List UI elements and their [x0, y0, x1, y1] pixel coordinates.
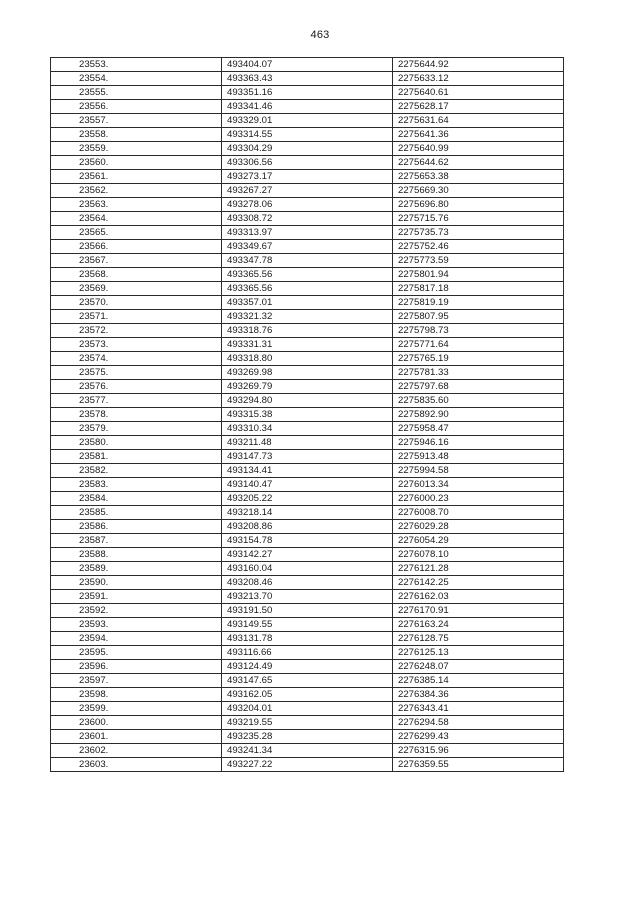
- y-coordinate-cell: 2276142.25: [393, 576, 564, 590]
- x-coordinate-cell: 493140.47: [222, 478, 393, 492]
- y-coordinate-cell: 2275946.16: [393, 436, 564, 450]
- table-row: [51, 254, 564, 268]
- y-coordinate-cell: 2275644.92: [393, 58, 564, 72]
- y-coordinate-cell: 2275819.19: [393, 296, 564, 310]
- point-number-cell: 23585.: [51, 506, 222, 520]
- table-row: [51, 730, 564, 744]
- table-row: [51, 72, 564, 86]
- x-coordinate-cell: 493306.56: [222, 156, 393, 170]
- point-number-cell: 23564.: [51, 212, 222, 226]
- table-row: [51, 758, 564, 772]
- table-row: [51, 576, 564, 590]
- y-coordinate-cell: 2276299.43: [393, 730, 564, 744]
- y-coordinate-cell: 2275797.68: [393, 380, 564, 394]
- x-coordinate-cell: 493349.67: [222, 240, 393, 254]
- table-row: [51, 702, 564, 716]
- y-coordinate-cell: 2276385.14: [393, 674, 564, 688]
- point-number-cell: 23576.: [51, 380, 222, 394]
- table-row: [51, 310, 564, 324]
- y-coordinate-cell: 2275958.47: [393, 422, 564, 436]
- y-coordinate-cell: 2275640.99: [393, 142, 564, 156]
- table-row: [51, 450, 564, 464]
- y-coordinate-cell: 2275715.76: [393, 212, 564, 226]
- x-coordinate-cell: 493147.65: [222, 674, 393, 688]
- y-coordinate-cell: 2275913.48: [393, 450, 564, 464]
- y-coordinate-cell: 2276343.41: [393, 702, 564, 716]
- x-coordinate-cell: 493124.49: [222, 660, 393, 674]
- point-number-cell: 23592.: [51, 604, 222, 618]
- point-number-cell: 23578.: [51, 408, 222, 422]
- y-coordinate-cell: 2275696.80: [393, 198, 564, 212]
- y-coordinate-cell: 2276054.29: [393, 534, 564, 548]
- point-number-cell: 23596.: [51, 660, 222, 674]
- table-row: [51, 100, 564, 114]
- y-coordinate-cell: 2275752.46: [393, 240, 564, 254]
- y-coordinate-cell: 2276000.23: [393, 492, 564, 506]
- point-number-cell: 23566.: [51, 240, 222, 254]
- table-row: [51, 366, 564, 380]
- table-row: [51, 660, 564, 674]
- x-coordinate-cell: 493267.27: [222, 184, 393, 198]
- point-number-cell: 23567.: [51, 254, 222, 268]
- y-coordinate-cell: 2275781.33: [393, 366, 564, 380]
- point-number-cell: 23593.: [51, 618, 222, 632]
- point-number-cell: 23599.: [51, 702, 222, 716]
- x-coordinate-cell: 493314.55: [222, 128, 393, 142]
- y-coordinate-cell: 2276294.58: [393, 716, 564, 730]
- x-coordinate-cell: 493347.78: [222, 254, 393, 268]
- table-row: [51, 632, 564, 646]
- y-coordinate-cell: 2275801.94: [393, 268, 564, 282]
- x-coordinate-cell: 493213.70: [222, 590, 393, 604]
- y-coordinate-cell: 2276162.03: [393, 590, 564, 604]
- y-coordinate-cell: 2275773.59: [393, 254, 564, 268]
- x-coordinate-cell: 493235.28: [222, 730, 393, 744]
- x-coordinate-cell: 493404.07: [222, 58, 393, 72]
- x-coordinate-cell: 493149.55: [222, 618, 393, 632]
- table-row: [51, 604, 564, 618]
- y-coordinate-cell: 2275835.60: [393, 394, 564, 408]
- x-coordinate-cell: 493218.14: [222, 506, 393, 520]
- x-coordinate-cell: 493147.73: [222, 450, 393, 464]
- x-coordinate-cell: 493154.78: [222, 534, 393, 548]
- point-number-cell: 23574.: [51, 352, 222, 366]
- y-coordinate-cell: 2275641.36: [393, 128, 564, 142]
- y-coordinate-cell: 2275633.12: [393, 72, 564, 86]
- table-row: [51, 114, 564, 128]
- coordinates-table: [50, 57, 564, 772]
- table-row: [51, 744, 564, 758]
- table-row: [51, 156, 564, 170]
- x-coordinate-cell: 493241.34: [222, 744, 393, 758]
- point-number-cell: 23581.: [51, 450, 222, 464]
- table-row: [51, 590, 564, 604]
- table-row: [51, 646, 564, 660]
- table-row: [51, 352, 564, 366]
- point-number-cell: 23580.: [51, 436, 222, 450]
- table-row: [51, 674, 564, 688]
- y-coordinate-cell: 2276013.34: [393, 478, 564, 492]
- y-coordinate-cell: 2275735.73: [393, 226, 564, 240]
- x-coordinate-cell: 493318.76: [222, 324, 393, 338]
- y-coordinate-cell: 2276359.55: [393, 758, 564, 772]
- y-coordinate-cell: 2275994.58: [393, 464, 564, 478]
- x-coordinate-cell: 493208.86: [222, 520, 393, 534]
- table-row: [51, 562, 564, 576]
- table-row: [51, 618, 564, 632]
- x-coordinate-cell: 493329.01: [222, 114, 393, 128]
- point-number-cell: 23555.: [51, 86, 222, 100]
- point-number-cell: 23591.: [51, 590, 222, 604]
- point-number-cell: 23594.: [51, 632, 222, 646]
- coordinates-table-body: [51, 58, 564, 772]
- point-number-cell: 23553.: [51, 58, 222, 72]
- table-row: [51, 534, 564, 548]
- table-row: [51, 212, 564, 226]
- y-coordinate-cell: 2276078.10: [393, 548, 564, 562]
- x-coordinate-cell: 493308.72: [222, 212, 393, 226]
- point-number-cell: 23577.: [51, 394, 222, 408]
- y-coordinate-cell: 2276008.70: [393, 506, 564, 520]
- point-number-cell: 23603.: [51, 758, 222, 772]
- point-number-cell: 23586.: [51, 520, 222, 534]
- y-coordinate-cell: 2276163.24: [393, 618, 564, 632]
- x-coordinate-cell: 493204.01: [222, 702, 393, 716]
- table-row: [51, 198, 564, 212]
- point-number-cell: 23590.: [51, 576, 222, 590]
- x-coordinate-cell: 493351.16: [222, 86, 393, 100]
- x-coordinate-cell: 493131.78: [222, 632, 393, 646]
- table-row: [51, 408, 564, 422]
- table-row: [51, 128, 564, 142]
- point-number-cell: 23570.: [51, 296, 222, 310]
- table-row: [51, 478, 564, 492]
- table-row: [51, 422, 564, 436]
- table-row: [51, 58, 564, 72]
- x-coordinate-cell: 493208.46: [222, 576, 393, 590]
- point-number-cell: 23569.: [51, 282, 222, 296]
- table-row: [51, 548, 564, 562]
- point-number-cell: 23572.: [51, 324, 222, 338]
- y-coordinate-cell: 2276029.28: [393, 520, 564, 534]
- y-coordinate-cell: 2275669.30: [393, 184, 564, 198]
- table-row: [51, 380, 564, 394]
- x-coordinate-cell: 493191.50: [222, 604, 393, 618]
- table-row: [51, 268, 564, 282]
- point-number-cell: 23573.: [51, 338, 222, 352]
- table-row: [51, 520, 564, 534]
- y-coordinate-cell: 2276315.96: [393, 744, 564, 758]
- point-number-cell: 23559.: [51, 142, 222, 156]
- x-coordinate-cell: 493142.27: [222, 548, 393, 562]
- point-number-cell: 23562.: [51, 184, 222, 198]
- table-row: [51, 324, 564, 338]
- point-number-cell: 23579.: [51, 422, 222, 436]
- point-number-cell: 23588.: [51, 548, 222, 562]
- point-number-cell: 23565.: [51, 226, 222, 240]
- table-row: [51, 142, 564, 156]
- y-coordinate-cell: 2275817.18: [393, 282, 564, 296]
- x-coordinate-cell: 493269.98: [222, 366, 393, 380]
- x-coordinate-cell: 493116.66: [222, 646, 393, 660]
- x-coordinate-cell: 493315.38: [222, 408, 393, 422]
- y-coordinate-cell: 2275807.95: [393, 310, 564, 324]
- point-number-cell: 23554.: [51, 72, 222, 86]
- point-number-cell: 23598.: [51, 688, 222, 702]
- y-coordinate-cell: 2276121.28: [393, 562, 564, 576]
- x-coordinate-cell: 493134.41: [222, 464, 393, 478]
- table-row: [51, 506, 564, 520]
- page-number: 463: [310, 29, 330, 41]
- table-row: [51, 226, 564, 240]
- y-coordinate-cell: 2276128.75: [393, 632, 564, 646]
- point-number-cell: 23582.: [51, 464, 222, 478]
- y-coordinate-cell: 2276125.13: [393, 646, 564, 660]
- x-coordinate-cell: 493211.48: [222, 436, 393, 450]
- table-row: [51, 436, 564, 450]
- y-coordinate-cell: 2276248.07: [393, 660, 564, 674]
- table-row: [51, 170, 564, 184]
- table-row: [51, 282, 564, 296]
- point-number-cell: 23568.: [51, 268, 222, 282]
- point-number-cell: 23575.: [51, 366, 222, 380]
- point-number-cell: 23561.: [51, 170, 222, 184]
- x-coordinate-cell: 493294.80: [222, 394, 393, 408]
- y-coordinate-cell: 2275798.73: [393, 324, 564, 338]
- x-coordinate-cell: 493357.01: [222, 296, 393, 310]
- x-coordinate-cell: 493160.04: [222, 562, 393, 576]
- point-number-cell: 23584.: [51, 492, 222, 506]
- y-coordinate-cell: 2275640.61: [393, 86, 564, 100]
- y-coordinate-cell: 2275631.64: [393, 114, 564, 128]
- y-coordinate-cell: 2275765.19: [393, 352, 564, 366]
- x-coordinate-cell: 493269.79: [222, 380, 393, 394]
- y-coordinate-cell: 2275644.62: [393, 156, 564, 170]
- point-number-cell: 23571.: [51, 310, 222, 324]
- x-coordinate-cell: 493365.56: [222, 268, 393, 282]
- x-coordinate-cell: 493331.31: [222, 338, 393, 352]
- point-number-cell: 23589.: [51, 562, 222, 576]
- table-row: [51, 296, 564, 310]
- x-coordinate-cell: 493321.32: [222, 310, 393, 324]
- x-coordinate-cell: 493318.80: [222, 352, 393, 366]
- point-number-cell: 23583.: [51, 478, 222, 492]
- table-row: [51, 716, 564, 730]
- x-coordinate-cell: 493273.17: [222, 170, 393, 184]
- y-coordinate-cell: 2276384.36: [393, 688, 564, 702]
- table-row: [51, 184, 564, 198]
- point-number-cell: 23556.: [51, 100, 222, 114]
- table-row: [51, 492, 564, 506]
- point-number-cell: 23600.: [51, 716, 222, 730]
- x-coordinate-cell: 493310.34: [222, 422, 393, 436]
- y-coordinate-cell: 2275653.38: [393, 170, 564, 184]
- point-number-cell: 23558.: [51, 128, 222, 142]
- table-row: [51, 240, 564, 254]
- table-row: [51, 394, 564, 408]
- y-coordinate-cell: 2275892.90: [393, 408, 564, 422]
- x-coordinate-cell: 493365.56: [222, 282, 393, 296]
- x-coordinate-cell: 493205.22: [222, 492, 393, 506]
- x-coordinate-cell: 493278.06: [222, 198, 393, 212]
- x-coordinate-cell: 493363.43: [222, 72, 393, 86]
- x-coordinate-cell: 493341.46: [222, 100, 393, 114]
- point-number-cell: 23602.: [51, 744, 222, 758]
- table-row: [51, 86, 564, 100]
- table-row: [51, 464, 564, 478]
- point-number-cell: 23597.: [51, 674, 222, 688]
- x-coordinate-cell: 493227.22: [222, 758, 393, 772]
- x-coordinate-cell: 493313.97: [222, 226, 393, 240]
- x-coordinate-cell: 493162.05: [222, 688, 393, 702]
- point-number-cell: 23587.: [51, 534, 222, 548]
- y-coordinate-cell: 2275771.64: [393, 338, 564, 352]
- point-number-cell: 23563.: [51, 198, 222, 212]
- y-coordinate-cell: 2276170.91: [393, 604, 564, 618]
- x-coordinate-cell: 493219.55: [222, 716, 393, 730]
- point-number-cell: 23595.: [51, 646, 222, 660]
- point-number-cell: 23560.: [51, 156, 222, 170]
- x-coordinate-cell: 493304.29: [222, 142, 393, 156]
- point-number-cell: 23601.: [51, 730, 222, 744]
- point-number-cell: 23557.: [51, 114, 222, 128]
- table-row: [51, 338, 564, 352]
- y-coordinate-cell: 2275628.17: [393, 100, 564, 114]
- table-row: [51, 688, 564, 702]
